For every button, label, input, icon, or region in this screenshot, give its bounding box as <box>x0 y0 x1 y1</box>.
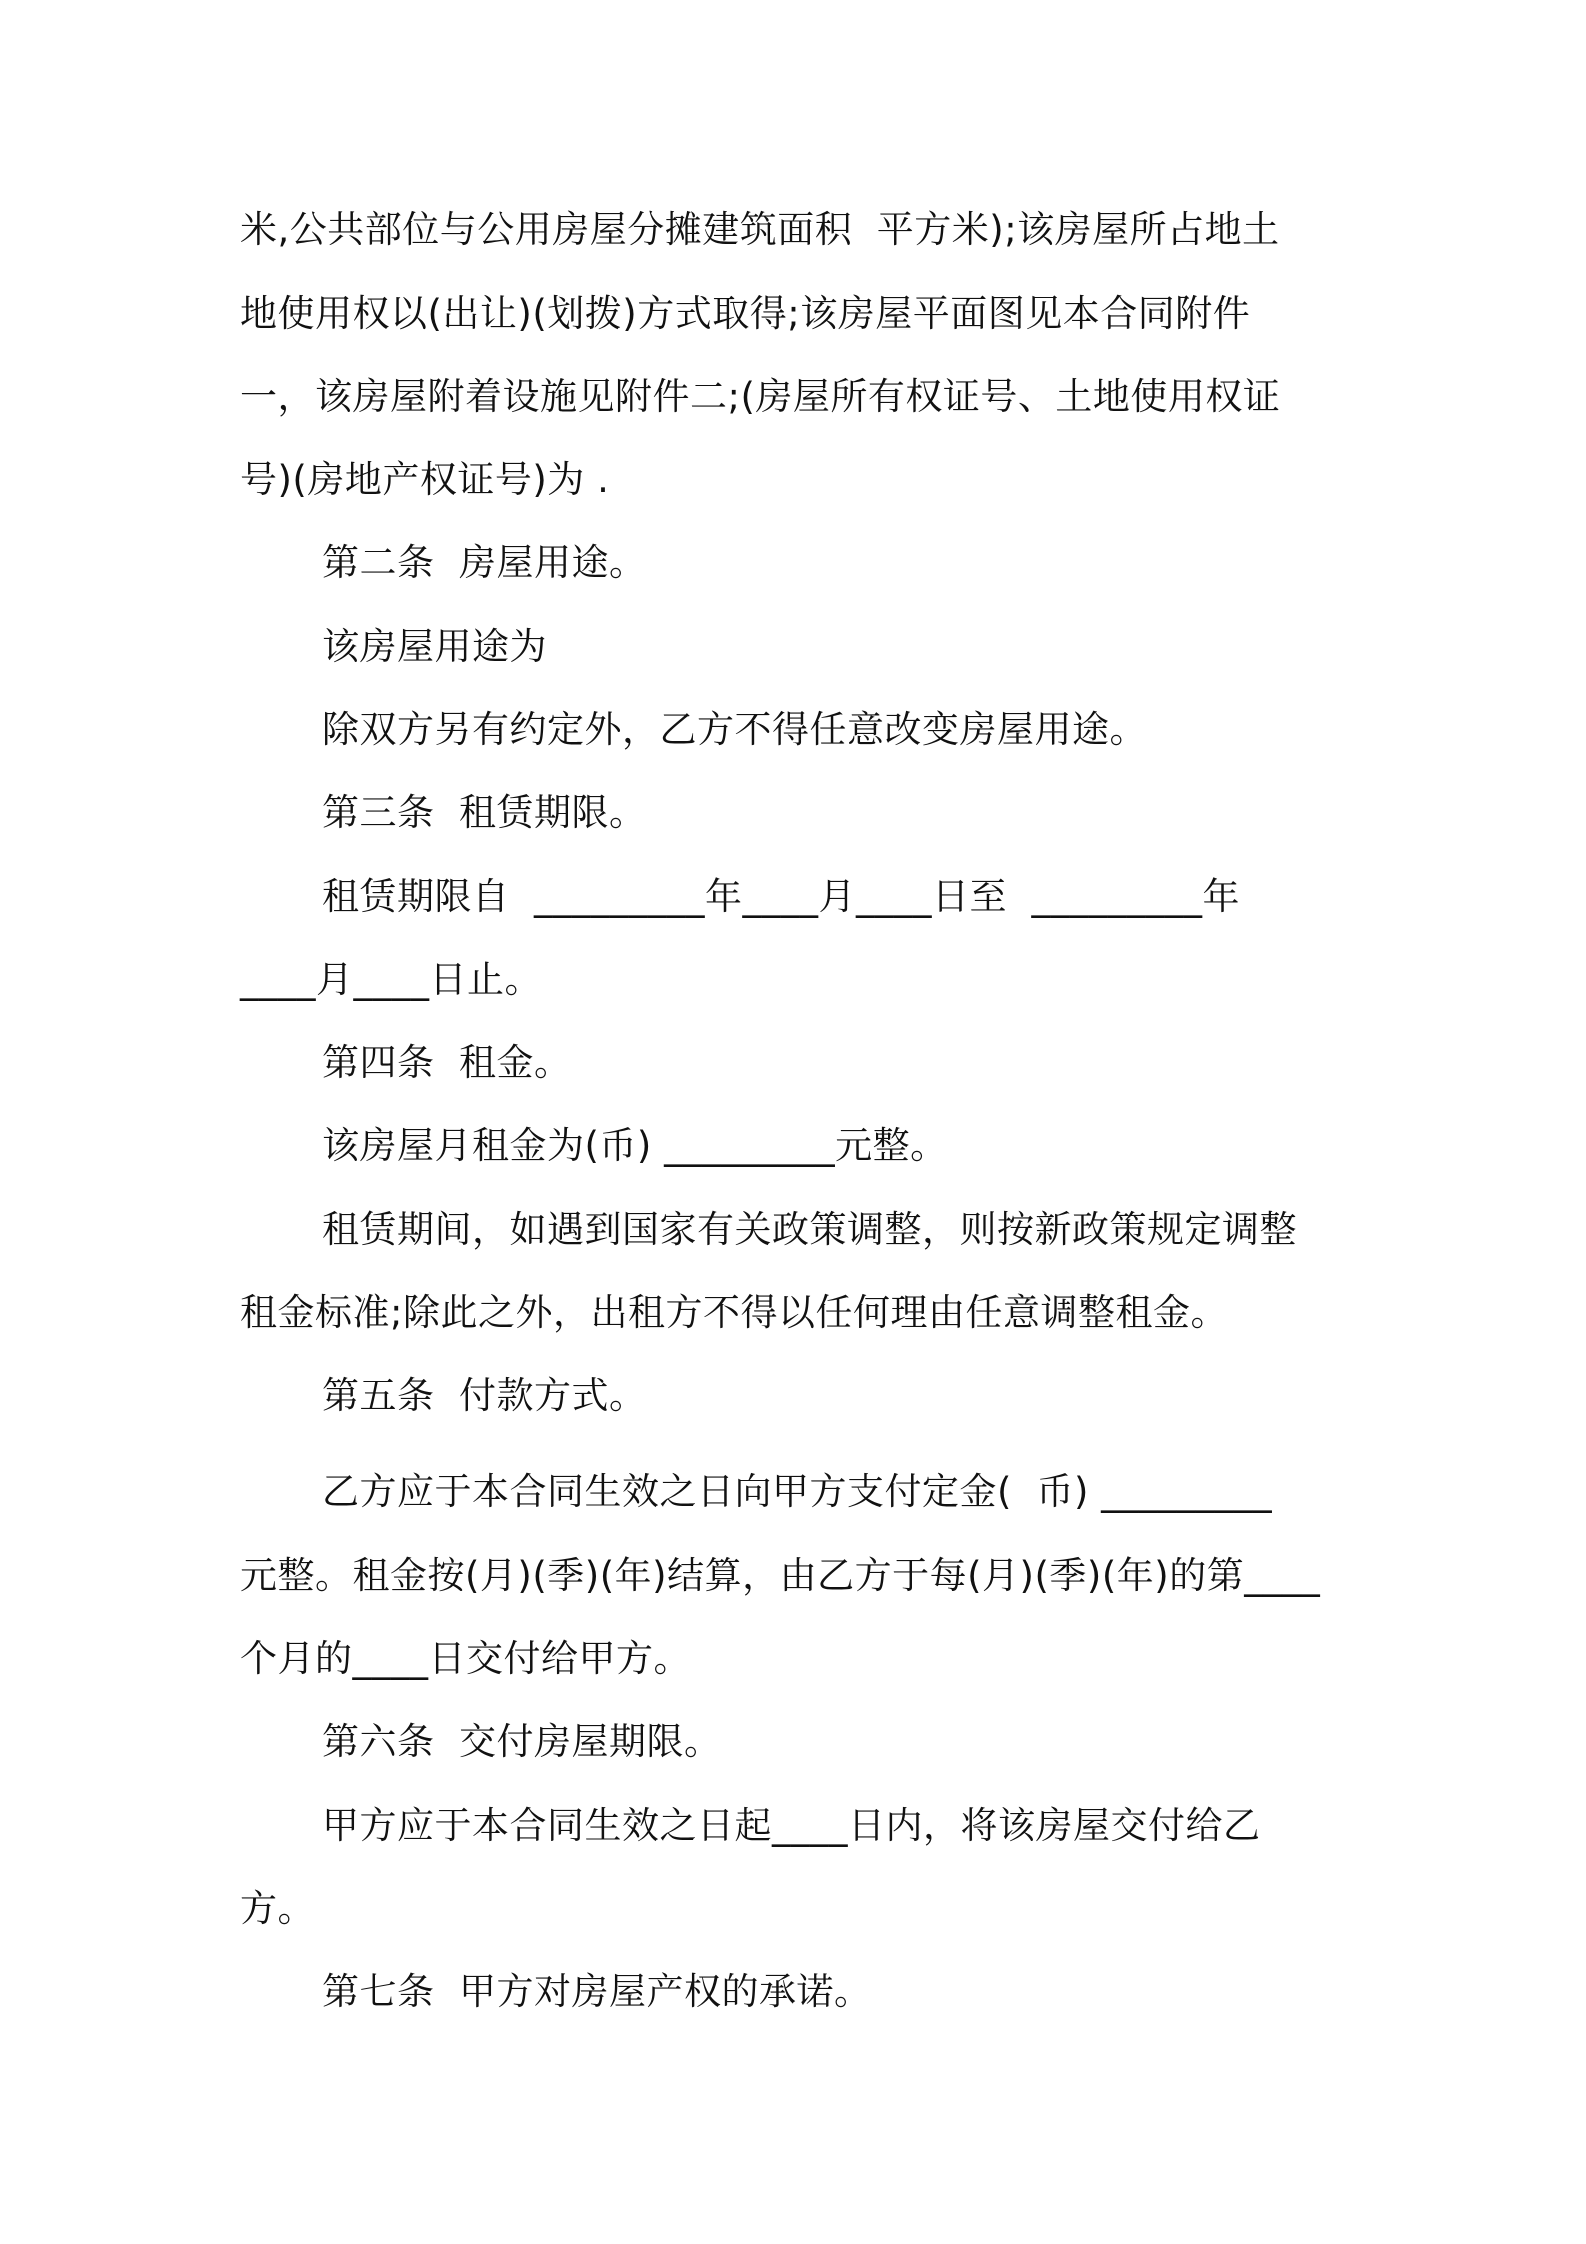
text-line: 方。 <box>240 1887 315 1930</box>
article-heading: 第七条 甲方对房屋产权的承诺。 <box>322 1970 872 2013</box>
text-line: 乙方应于本合同生效之日向甲方支付定金( 币) _________ <box>322 1470 1273 1513</box>
text-line: 该房屋月租金为(币) _________元整。 <box>322 1124 948 1167</box>
text-line: 租赁期限自 _________年____月____日至 _________年 <box>322 875 1241 918</box>
text-line: 租赁期间，如遇到国家有关政策调整，则按新政策规定调整 <box>322 1208 1297 1251</box>
text-line: 元整。租金按(月)(季)(年)结算，由乙方于每(月)(季)(年)的第____ <box>240 1554 1321 1597</box>
article-heading: 第五条 付款方式。 <box>322 1374 647 1417</box>
text-line: 甲方应于本合同生效之日起____日内，将该房屋交付给乙 <box>322 1804 1261 1847</box>
text-line: 个月的____日交付给甲方。 <box>240 1637 691 1680</box>
article-heading: 第四条 租金。 <box>322 1041 572 1084</box>
text-line: 米,公共部位与公用房屋分摊建筑面积 平方米);该房屋所占地土 <box>240 208 1280 251</box>
article-heading: 第六条 交付房屋期限。 <box>322 1720 722 1763</box>
text-line: 一，该房屋附着设施见附件二;(房屋所有权证号、土地使用权证 <box>240 375 1281 418</box>
article-heading: 第二条 房屋用途。 <box>322 541 647 584</box>
text-line: 除双方另有约定外，乙方不得任意改变房屋用途。 <box>322 708 1147 751</box>
text-line: ____月____日止。 <box>240 958 542 1001</box>
text-line: 号)(房地产权证号)为 . <box>240 458 610 501</box>
text-line: 地使用权以(出让)(划拨)方式取得;该房屋平面图见本合同附件 <box>240 292 1251 335</box>
text-line: 租金标准;除此之外，出租方不得以任何理由任意调整租金。 <box>240 1291 1228 1334</box>
article-heading: 第三条 租赁期限。 <box>322 791 647 834</box>
text-line: 该房屋用途为 <box>322 625 547 668</box>
